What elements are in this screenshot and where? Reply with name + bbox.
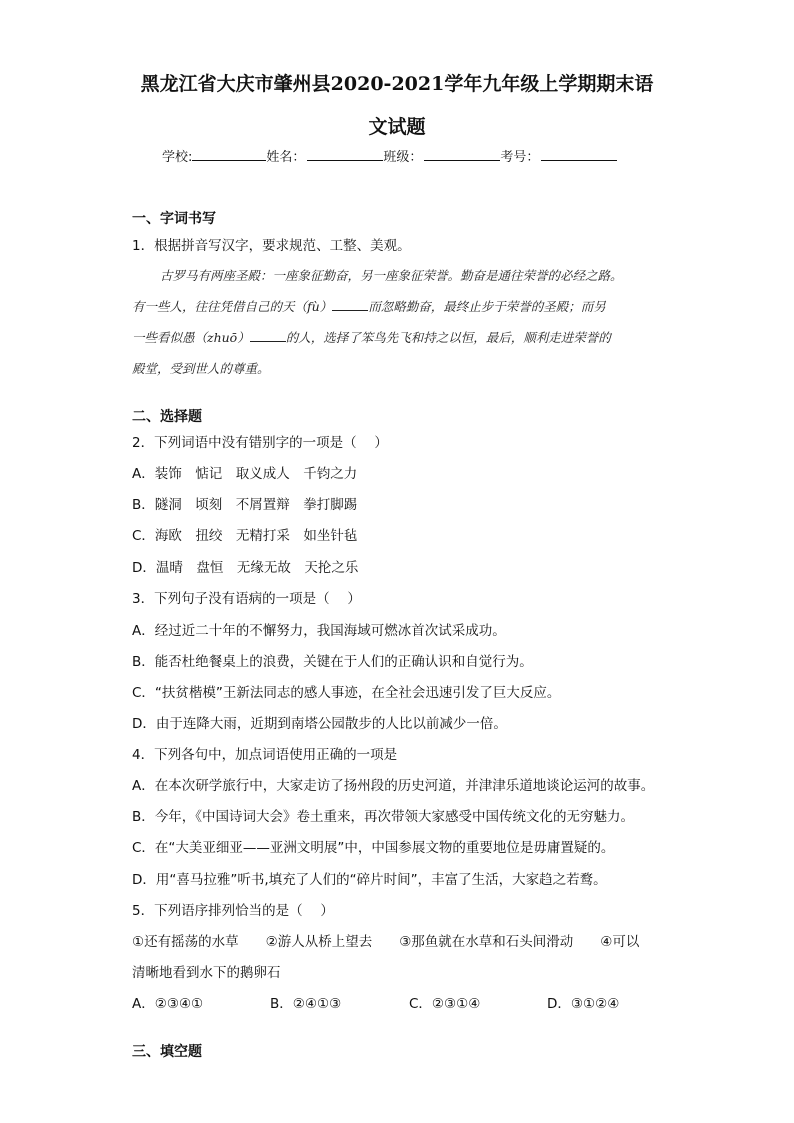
passage-line-2a: 有一些人，往往凭借自己的天（fù） xyxy=(132,299,333,314)
q2-option-b: B．隧洞 顷刻 不屑置辩 拳打脚踢 xyxy=(132,497,358,513)
q3-option-d: D．由于连降大雨，近期到南塔公园散步的人比以前减少一倍。 xyxy=(132,716,507,732)
q5-option-a: A．②③④① xyxy=(132,996,204,1012)
q4-option-c: C．在“大美亚细亚——亚洲文明展”中，中国参展文物的重要地位是毋庸置疑的。 xyxy=(132,840,615,856)
q5-sentence-line-1: ①还有摇荡的水草 ②游人从桥上望去 ③那鱼就在水草和石头间滑动 ④可以 xyxy=(132,934,640,950)
section-heading-2: 二、选择题 xyxy=(132,409,202,425)
student-info-fields xyxy=(162,146,617,165)
number-blank[interactable] xyxy=(541,148,617,161)
q2-option-c: C．海欧 扭绞 无精打采 如坐针毡 xyxy=(132,528,358,544)
q3-option-a: A．经过近二十年的不懈努力，我国海域可燃冰首次试采成功。 xyxy=(132,623,506,639)
class-label: 班级： xyxy=(383,150,423,165)
answer-blank-zhuo[interactable] xyxy=(250,330,286,342)
question-5-stem: 5．下列语序排列恰当的是（ ） xyxy=(132,903,334,919)
passage-line-4: 殿堂，受到世人的尊重。 xyxy=(132,361,270,376)
q4-option-d: D．用“喜马拉雅”听书,填充了人们的“碎片时间”，丰富了生活，大家趋之若鹜。 xyxy=(132,872,607,888)
question-1: 1．根据拼音写汉字，要求规范、工整、美观。 xyxy=(132,238,411,254)
passage-line-3b: 的人，选择了笨鸟先飞和持之以恒，最后，顺利走进荣誉的 xyxy=(285,330,611,345)
number-label: 考号： xyxy=(500,150,540,165)
q4-option-a: A．在本次研学旅行中，大家走访了扬州段的历史河道，并津津乐道地谈论运河的故事。 xyxy=(132,778,655,794)
passage-line-3 xyxy=(132,328,611,346)
q5-option-b: B．②④①③ xyxy=(270,996,342,1012)
passage-line-1: 古罗马有两座圣殿：一座象征勤奋，另一座象征荣誉。勤奋是通往荣誉的必经之路。 xyxy=(160,268,623,283)
passage-line-2 xyxy=(132,297,606,315)
q2-option-a: A．装饰 惦记 取义成人 千钧之力 xyxy=(132,466,358,482)
answer-blank-fu[interactable] xyxy=(332,299,368,311)
q3-option-c: C．“扶贫楷模”王新法同志的感人事迹，在全社会迅速引发了巨大反应。 xyxy=(132,685,561,701)
school-blank[interactable] xyxy=(192,148,266,161)
question-4-stem: 4．下列各句中，加点词语使用正确的一项是 xyxy=(132,747,398,763)
q5-option-d: D．③①②④ xyxy=(547,996,620,1012)
passage-line-2b: 而忽略勤奋，最终止步于荣誉的圣殿；而另 xyxy=(368,299,606,314)
section-heading-1: 一、字词书写 xyxy=(132,211,216,227)
exam-title-line1: 黑龙江省大庆市肇州县2020-2021学年九年级上学期期末语 xyxy=(140,73,654,95)
exam-title-line2: 文试题 xyxy=(368,116,426,138)
question-2-stem: 2．下列词语中没有错别字的一项是（ ） xyxy=(132,435,388,451)
q5-option-c: C．②③①④ xyxy=(409,996,481,1012)
passage-line-3a: 一些看似愚（zhuō） xyxy=(132,330,250,345)
section-heading-3: 三、填空题 xyxy=(132,1044,202,1060)
q3-option-b: B．能否杜绝餐桌上的浪费，关键在于人们的正确认识和自觉行为。 xyxy=(132,654,533,670)
school-label: 学校: xyxy=(162,150,193,165)
q5-sentence-line-2: 清晰地看到水下的鹅卵石 xyxy=(132,965,281,981)
question-3-stem: 3．下列句子没有语病的一项是（ ） xyxy=(132,591,361,607)
name-blank[interactable] xyxy=(307,148,383,161)
class-blank[interactable] xyxy=(424,148,500,161)
q2-option-d: D．温晴 盘恒 无缘无故 天抡之乐 xyxy=(132,560,359,576)
name-label: 姓名： xyxy=(266,150,306,165)
q4-option-b: B．今年，《中国诗词大会》卷土重来，再次带领大家感受中国传统文化的无穷魅力。 xyxy=(132,809,635,825)
